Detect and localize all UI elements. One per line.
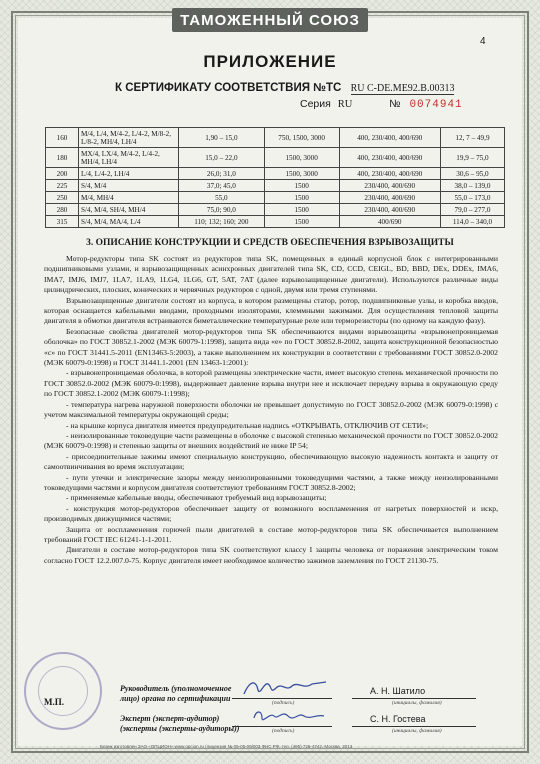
paragraph: Защита от воспламенения горючей пыли двигателей в составе мотор-редукторов типа SK обеспечивается выполнением требований ГОСТ IEC 61241-1-1-2011. <box>44 524 498 544</box>
form-footer: Бланк изготовлен ЗАО «ОПЦИОН» www.opcion.ru (лицензия № 05-05-09/003 ФНС РФ, тел. (495) 726-4742, Москва, 2013 <box>100 744 353 749</box>
paragraph: Безопасные свойства двигателей мотор-редукторов типа SK обеспечиваются видами взрывозащиты «взрывонепроницаемая оболочка» по ГОСТ 30852.1-2002 (МЭК 60079-1:1998), защита вида «е» по ГОСТ 30852.8-2002, защита конструкционной безопасностью «с» по ГОСТ 31441.5-2011 (EN13463-5:2003), а также выполнением их конструкции в соответствии с требованиями ГОСТ 30852.0-2002 (МЭК 60079-0:1998) и ГОСТ 31441.1-2001 (EN 13463-1:2001): <box>44 326 498 368</box>
serial-number: 0074941 <box>409 99 463 111</box>
table-cell: 1500, 3000 <box>264 168 339 180</box>
paragraph: - присоединительные зажимы имеют специальную конструкцию, обеспечивающую высокую надежность контакта и защиту от самоотвинчивания во время эксплуатации; <box>44 451 498 472</box>
expert-name: С. Н. Гостева <box>370 714 426 724</box>
table-cell: 30,6 – 95,0 <box>440 168 504 180</box>
series-label: Серия <box>300 98 331 110</box>
table-cell: 230/400, 400/690 <box>339 180 440 192</box>
table-row <box>46 128 505 148</box>
series-line <box>300 98 463 111</box>
table-cell: 1500 <box>264 192 339 204</box>
certificate-reference <box>115 82 454 94</box>
head-signature-caption: (подпись) <box>272 700 295 706</box>
expert-name-caption: (инициалы, фамилия) <box>392 728 442 734</box>
head-name-caption: (инициалы, фамилия) <box>392 700 442 706</box>
table-cell: MX/4, LX/4, M/4-2, L/4-2, MH/4, LH/4 <box>79 148 179 168</box>
table-cell: S/4, M/4, MA/4, L/4 <box>79 216 179 228</box>
table-cell: 180 <box>46 148 79 168</box>
table-cell: 110; 132; 160; 200 <box>179 216 265 228</box>
table-cell: 19,9 – 75,0 <box>440 148 504 168</box>
head-role <box>120 684 231 704</box>
paragraph: - пути утечки и электрические зазоры между неизолированными токоведущими частями, а также между неизолированными токоведущими частями и корпусом двигателя соответствуют требованиям ГОСТ 30852.8-2002; <box>44 472 498 492</box>
paragraph: Двигатели в составе мотор-редукторов типа SK соответствуют классу I защиты человека от поражения электрическим током согласно ГОСТ 12.2.007.0-75. Корпус двигателя имеет необходимое количество зажимов заземления по ГОСТ 21130-75. <box>44 545 498 565</box>
table-cell: 1500 <box>264 204 339 216</box>
table-cell: 230/400, 400/690 <box>339 204 440 216</box>
serial-label: № <box>389 98 401 110</box>
expert-name-line <box>352 726 476 727</box>
table-cell: 400, 230/400, 400/690 <box>339 128 440 148</box>
table-row <box>46 192 505 204</box>
table-cell: 114,0 – 340,0 <box>440 216 504 228</box>
paragraph: - на крышке корпуса двигателя имеется предупредительная надпись «ОТКРЫВАТЬ, ОТКЛЮЧИВ ОТ СЕТИ»; <box>66 420 429 430</box>
expert-signature <box>248 704 328 726</box>
table-cell: 55,0 – 173,0 <box>440 192 504 204</box>
series-value: RU <box>337 99 353 110</box>
table-cell: 750, 1500, 3000 <box>264 128 339 148</box>
seal-place-label: М.П. <box>44 697 64 707</box>
expert-role-line1: Эксперт (эксперт-аудитор) <box>120 714 220 723</box>
table-row <box>46 180 505 192</box>
section-body <box>44 254 498 566</box>
table-cell: L/4, L/4-2, LH/4 <box>79 168 179 180</box>
head-role-line2: лицо) органа по сертификации <box>120 694 231 703</box>
table-cell: 280 <box>46 204 79 216</box>
head-name-line <box>352 698 476 699</box>
paragraph: - взрывонепроницаемая оболочка, в которой размещены электрические части, имеет высокую степень механической прочности по ГОСТ 30852.0-2002 (МЭК 60079-0:1998), выдерживает давление взрыва внутри нее и исключает передачу взрыва в окружающую среду по ГОСТ 30852.1-2002 (МЭК 60079-1:1998); <box>44 368 498 399</box>
certificate-number: RU C-DE.ME92.B.00313 <box>350 83 455 94</box>
paragraph: Мотор-редукторы типа SK состоят из редукторов типа SK, помещенных в единый корпусной блок с интегрированными подшипниковыми узлами, и взрывозащищенных асинхронных двигателей типа SK, CD, CCD, CEIGL, BD, BBD, DEx, DDEx, IMA6, IMA7, IMJ6, IMJ7, 1LA7, 1LA9, 1LG4, 1LG6, GT, 5AT, 7AT (далее взрывозащищенные двигатели). Используются различные виды цилиндрических, плоских, конических и червячных редукторов с одной, двумя или тремя ступенями. <box>44 254 498 295</box>
table-cell: 75,0; 90,0 <box>179 204 265 216</box>
expert-signature-line <box>232 726 332 727</box>
expert-signature-caption: (подпись) <box>272 728 295 734</box>
table-cell: 230/400, 400/690 <box>339 192 440 204</box>
table-cell: 225 <box>46 180 79 192</box>
paragraph: - конструкция мотор-редукторов обеспечивает защиту от возможного воспламенения от нагретых поверхностей и искр, производимых движущимися частями; <box>44 503 498 524</box>
table-cell: 1500 <box>264 216 339 228</box>
table-cell: 250 <box>46 192 79 204</box>
page-number: 4 <box>480 36 486 47</box>
table-cell: 1500, 3000 <box>264 148 339 168</box>
table-cell: 160 <box>46 128 79 148</box>
table-row <box>46 216 505 228</box>
table-cell: 315 <box>46 216 79 228</box>
paragraph: - применяемые кабельные вводы, обеспечивают требуемый вид взрывозащиты; <box>66 493 327 503</box>
table-cell: 37,0; 45,0 <box>179 180 265 192</box>
paragraph: Взрывозащищенные двигатели состоят из корпуса, в котором размещены статор, ротор, подшипниковые узлы, и коробка вводов, которая оснащается кабельными вводами, проходными изоляторами, клеммными зажимами. Для осуществления тепловой защиты двигателя в обмотки двигателя встраиваются биметаллические температурные реле или терморезисторы (по одному на каждую фазу). <box>44 295 498 326</box>
stamp-ring <box>38 666 88 716</box>
table-cell: M/4, L/4, M/4-2, L/4-2, M/8-2, L/8-2, MH/4, LH/4 <box>79 128 179 148</box>
table-cell: 1,90 – 15,0 <box>179 128 265 148</box>
head-signature-line <box>232 698 332 699</box>
table-cell: 400, 230/400, 400/690 <box>339 168 440 180</box>
table-row <box>46 204 505 216</box>
head-signature <box>240 676 330 700</box>
table-cell: 15,0 – 22,0 <box>179 148 265 168</box>
table-cell: 12, 7 – 49,9 <box>440 128 504 148</box>
customs-union-banner: ТАМОЖЕННЫЙ СОЮЗ <box>172 8 368 32</box>
official-stamp <box>24 652 102 730</box>
section-title: 3. ОПИСАНИЕ КОНСТРУКЦИИ И СРЕДСТВ ОБЕСПЕЧЕНИЯ ВЗРЫВОЗАЩИТЫ <box>86 238 454 248</box>
paragraph: - неизолированные токоведущие части размещены в оболочке с высокой степенью механической прочности по ГОСТ 30852.0-2002 (МЭК 60079-0:1998) и степенью защиты от внешних воздействий не ниже IP 54; <box>44 430 498 451</box>
table-cell: 1500 <box>264 180 339 192</box>
table-cell: M/4, MH/4 <box>79 192 179 204</box>
table-cell: 400/690 <box>339 216 440 228</box>
head-name: А. Н. Шатило <box>370 686 426 696</box>
table-cell: 79,0 – 277,0 <box>440 204 504 216</box>
paragraph: - температура нагрева наружной поверхности оболочки не превышает допустимую по ГОСТ 30852.0-2002 (МЭК 60079-0:1998) с учетом максимальной температуры окружающей среды; <box>44 399 498 420</box>
table-cell: 400, 230/400, 400/690 <box>339 148 440 168</box>
table-cell: 26,0; 31,0 <box>179 168 265 180</box>
table-cell: 55,0 <box>179 192 265 204</box>
table-cell: 38,0 – 139,0 <box>440 180 504 192</box>
table-row <box>46 168 505 180</box>
motor-spec-table <box>45 127 505 228</box>
table-cell: S/4, M/4 <box>79 180 179 192</box>
head-role-line1: Руководитель (уполномоченное <box>120 684 232 693</box>
certificate-label: К СЕРТИФИКАТУ СООТВЕТСТВИЯ №ТС <box>115 82 342 94</box>
table-cell: 200 <box>46 168 79 180</box>
expert-role-line2: (эксперты (эксперты-аудиторы)) <box>120 724 240 733</box>
table-cell: S/4, M/4, SH/4, MH/4 <box>79 204 179 216</box>
expert-role <box>120 714 239 734</box>
table-row <box>46 148 505 168</box>
page-title: ПРИЛОЖЕНИЕ <box>203 52 337 71</box>
